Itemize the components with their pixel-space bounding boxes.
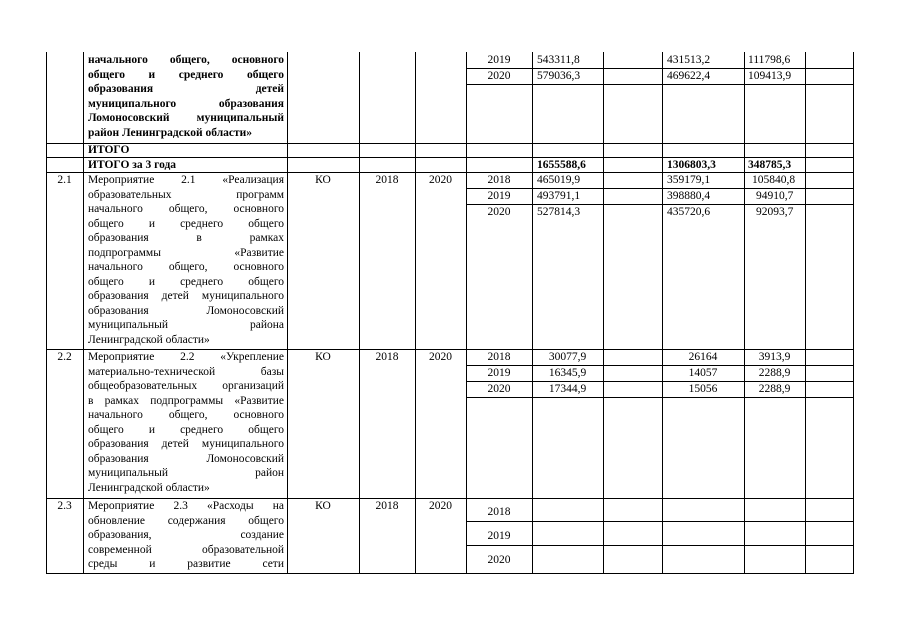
year-cell: 2018: [487, 506, 511, 518]
grid-line: [853, 52, 854, 573]
value-cell: 2288,9: [758, 367, 791, 379]
top-block-description: [88, 53, 284, 140]
value-cell: 94910,7: [756, 190, 794, 202]
value-cell: 398880,4: [667, 190, 711, 202]
value-cell: 2288,9: [758, 383, 791, 395]
value-cell: 359179,1: [667, 174, 711, 186]
executor-cell: КО: [315, 351, 331, 363]
grid-line: [46, 52, 47, 573]
grid-line: [466, 84, 854, 85]
value-cell: 92093,7: [756, 206, 794, 218]
grid-line: [466, 397, 854, 398]
grid-line: [744, 52, 745, 573]
desc-line: материально-технической базы: [88, 365, 284, 378]
desc-line: район Ленинградской области»: [88, 126, 253, 139]
desc-line: муниципальный район: [88, 467, 284, 479]
executor-cell: КО: [315, 500, 331, 512]
end-year-cell: 2020: [429, 351, 452, 363]
value-cell: 109413,9: [748, 70, 792, 82]
desc-line: Ленинградской области»: [88, 481, 210, 494]
year-cell: 2020: [487, 70, 511, 82]
grid-line: [46, 143, 854, 144]
year-cell: 2020: [487, 383, 511, 395]
measure-description: [88, 350, 284, 495]
total-cell: 16345,9: [548, 367, 587, 379]
desc-line: муниципального образования: [88, 97, 284, 110]
grid-line: [466, 521, 854, 522]
desc-line: подпрограммы «Развитие: [88, 246, 284, 259]
grid-line: [287, 52, 288, 573]
measure-description: [88, 173, 284, 347]
itogo-value: 348785,3: [748, 159, 792, 171]
start-year-cell: 2018: [375, 174, 399, 186]
start-year-cell: 2018: [375, 351, 399, 363]
end-year-cell: 2020: [429, 174, 452, 186]
desc-line: Мероприятие 2.3 «Расходы на: [88, 500, 284, 512]
grid-line: [662, 52, 663, 573]
year-cell: 2019: [487, 530, 511, 542]
desc-line: муниципальный района: [88, 319, 284, 331]
desc-line: начального общего, основного: [88, 54, 284, 66]
desc-line: Мероприятие 2.1 «Реализация: [88, 174, 284, 186]
grid-line: [415, 52, 416, 573]
value-cell: 15056: [688, 383, 718, 395]
desc-line: образования Ломоносовский: [88, 452, 284, 465]
desc-line: образования детей: [88, 83, 284, 95]
desc-line: современной образовательной: [88, 543, 284, 556]
measure-number: 2.2: [57, 351, 72, 363]
value-cell: 14057: [688, 367, 718, 379]
year-cell: 2018: [487, 351, 511, 363]
grid-line: [466, 52, 467, 573]
total-cell: 527814,3: [537, 206, 581, 218]
desc-line: обновление содержания общего: [88, 514, 284, 527]
grid-line: [46, 573, 854, 574]
grid-line: [466, 545, 854, 546]
desc-line: начального общего, основного: [88, 409, 284, 421]
measure-description: [88, 499, 284, 572]
value-cell: 431513,2: [667, 54, 711, 66]
desc-line: образования детей муниципального: [88, 290, 284, 302]
measure-number: 2.3: [57, 500, 72, 512]
total-cell: 30077,9: [548, 351, 587, 363]
desc-line: Мероприятие 2.2 «Укрепление: [88, 351, 284, 363]
total-cell: 17344,9: [548, 383, 587, 395]
value-cell: 111798,6: [748, 54, 791, 66]
year-cell: 2020: [487, 554, 511, 566]
desc-line: Ленинградской области»: [88, 333, 210, 346]
value-cell: 26164: [688, 351, 718, 363]
desc-line: среды и развитие сети: [88, 558, 284, 570]
itogo-label: ИТОГО: [88, 144, 130, 156]
year-cell: 2018: [487, 174, 511, 186]
desc-line: образования, создание: [88, 529, 284, 541]
value-cell: 469622,4: [667, 70, 711, 82]
desc-line: общеобразовательных организаций: [88, 380, 284, 392]
total-cell: 543311,8: [537, 54, 580, 66]
measure-number: 2.1: [57, 174, 72, 186]
desc-line: общего и среднего общего: [88, 423, 284, 436]
itogo-3-years-label: ИТОГО за 3 года: [88, 159, 177, 171]
grid-line: [805, 52, 806, 573]
grid-line: [603, 52, 604, 573]
desc-line: общего и среднего общего: [88, 275, 284, 288]
value-cell: 3913,9: [758, 351, 791, 363]
desc-line: общего и среднего общего: [88, 217, 284, 230]
desc-line: в рамках подпрограммы «Развитие: [88, 394, 284, 407]
desc-line: начального общего, основного: [88, 261, 284, 273]
year-cell: 2019: [487, 54, 511, 66]
desc-line: образования детей муниципального: [88, 438, 284, 450]
desc-line: общего и среднего общего: [88, 68, 284, 81]
desc-line: Ломоносовский муниципальный: [88, 112, 284, 124]
value-cell: 435720,6: [667, 206, 711, 218]
desc-line: образования Ломоносовский: [88, 304, 284, 317]
end-year-cell: 2020: [429, 500, 452, 512]
total-cell: 579036,3: [537, 70, 581, 82]
value-cell: 105840,8: [752, 174, 796, 186]
grid-line: [532, 52, 533, 573]
year-cell: 2019: [487, 367, 511, 379]
total-cell: 493791,1: [537, 190, 581, 202]
itogo-value: 1306803,3: [667, 159, 716, 171]
year-cell: 2020: [487, 206, 511, 218]
year-cell: 2019: [487, 190, 511, 202]
grid-line: [359, 52, 360, 573]
total-cell: 465019,9: [537, 174, 581, 186]
desc-line: начального общего, основного: [88, 203, 284, 215]
grid-line: [83, 52, 84, 573]
executor-cell: КО: [315, 174, 331, 186]
desc-line: образования в рамках: [88, 232, 284, 244]
start-year-cell: 2018: [375, 500, 399, 512]
itogo-total: 1655588,6: [537, 159, 586, 171]
desc-line: образовательных программ: [88, 188, 284, 201]
